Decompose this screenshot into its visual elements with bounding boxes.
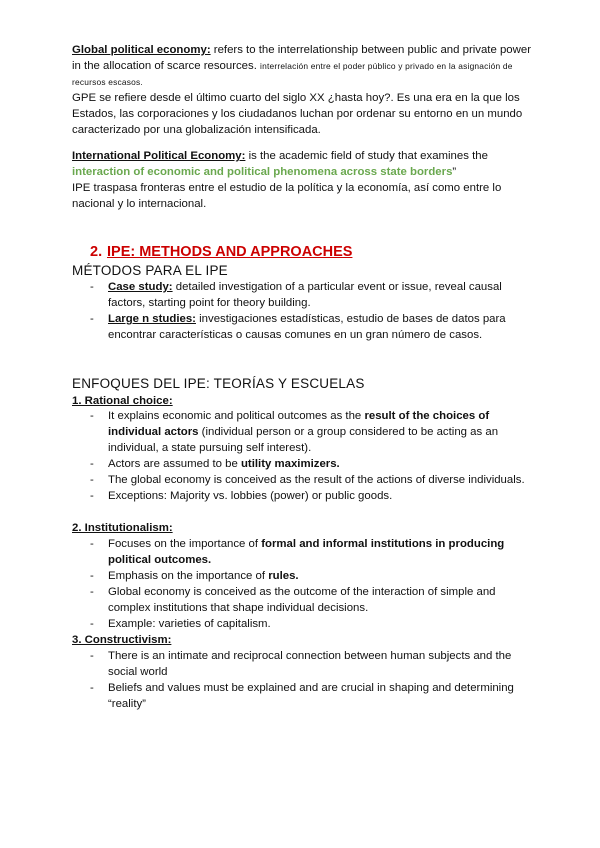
ipe-paragraph <box>72 148 532 212</box>
item-bold: result of the choices of individual actors <box>108 410 490 438</box>
list-item <box>72 648 532 680</box>
constructivism-title: 3. Constructivism: <box>72 634 172 646</box>
list-item <box>72 584 532 616</box>
method-term: Case study: <box>108 281 173 293</box>
item-bold: rules. <box>268 570 299 582</box>
section-2-title: IPE: METHODS AND APPROACHES <box>107 244 353 260</box>
institutionalism-list <box>72 536 532 632</box>
gpe-definition: refers to the interrelationship between public and private power in the allocation of scarce resources. <box>72 44 531 72</box>
item-text: Global economy is conceived as the outcome of the interaction of simple and complex institutions that shape individual decisions. <box>108 586 496 614</box>
item-text: Beliefs and values must be explained and are crucial in shaping and determining “reality” <box>108 682 514 710</box>
method-text: investigaciones estadísticas, estudio de bases de datos para encontrar características o causas comunes en un gran número de casos. <box>108 313 506 341</box>
item-bold: utility maximizers. <box>240 458 340 470</box>
rational-choice-list <box>72 408 532 504</box>
ipe-highlight: interaction of economic and political phenomena across state borders <box>72 166 453 178</box>
method-text: detailed investigation of a particular event or issue, reveal causal factors, starting point for theory building. <box>108 281 502 309</box>
list-item <box>72 456 532 472</box>
dash-marker: - <box>90 281 94 293</box>
item-text: The global economy is conceived as the result of the actions of diverse individuals. <box>108 474 525 486</box>
list-item <box>72 408 532 456</box>
ipe-spanish-text: IPE traspasa fronteras entre el estudio de la política y la economía, así como entre lo nacional y lo internacional. <box>72 182 502 210</box>
section-2-heading <box>90 243 352 261</box>
dash-marker: - <box>90 458 94 470</box>
rational-choice-title: 1. Rational choice: <box>72 395 173 407</box>
ipe-term: International Political Economy: <box>72 150 246 162</box>
gpe-term: Global political economy: <box>72 44 211 56</box>
gpe-paragraph <box>72 42 532 138</box>
methods-heading: MÉTODOS PARA EL IPE <box>72 263 228 278</box>
dash-marker: - <box>90 650 94 662</box>
dash-marker: - <box>90 474 94 486</box>
dash-marker: - <box>90 682 94 694</box>
item-text: Focuses on the importance of <box>108 538 262 550</box>
institutionalism-title: 2. Institutionalism: <box>72 522 173 534</box>
list-item <box>72 279 532 311</box>
gpe-spanish-small: interrelación entre el poder público y privado en la asignación de recursos escasos. <box>72 61 513 87</box>
dash-marker: - <box>90 490 94 502</box>
item-text: Exceptions: Majority vs. lobbies (power) or public goods. <box>108 490 393 502</box>
item-text: Example: varieties of capitalism. <box>108 618 271 630</box>
item-bold: formal and informal institutions in producing political outcomes. <box>108 538 505 566</box>
ipe-quote: ” <box>452 166 457 178</box>
methods-list <box>72 279 532 343</box>
item-text: It explains economic and political outcomes as the <box>108 410 365 422</box>
constructivism-list <box>72 648 532 712</box>
ipe-definition: is the academic field of study that examines the <box>245 150 488 162</box>
list-item <box>72 680 532 712</box>
dash-marker: - <box>90 618 94 630</box>
section-2-number: 2. <box>90 244 103 260</box>
list-item <box>72 488 532 504</box>
dash-marker: - <box>90 313 94 325</box>
list-item <box>72 568 532 584</box>
dash-marker: - <box>90 570 94 582</box>
item-text: There is an intimate and reciprocal connection between human subjects and the social world <box>108 650 512 678</box>
approaches-heading: ENFOQUES DEL IPE: TEORÍAS Y ESCUELAS <box>72 376 365 391</box>
method-term: Large n studies: <box>108 313 196 325</box>
dash-marker: - <box>90 586 94 598</box>
list-item <box>72 311 532 343</box>
list-item <box>72 536 532 568</box>
gpe-spanish-text: GPE se refiere desde el último cuarto del siglo XX ¿hasta hoy?. Es una era en la que los Estados, las corporaciones y los ciudadanos luchan por ordenar su entorno en un mundo caracterizado por una globalización intensificada. <box>72 92 523 136</box>
item-text: Actors are assumed to be <box>108 458 241 470</box>
list-item <box>72 616 532 632</box>
dash-marker: - <box>90 538 94 550</box>
item-text: Emphasis on the importance of <box>108 570 269 582</box>
list-item <box>72 472 532 488</box>
item-text: (individual person or a group considered to be acting as an individual, a state pursuing self interest). <box>108 426 499 454</box>
dash-marker: - <box>90 410 94 422</box>
